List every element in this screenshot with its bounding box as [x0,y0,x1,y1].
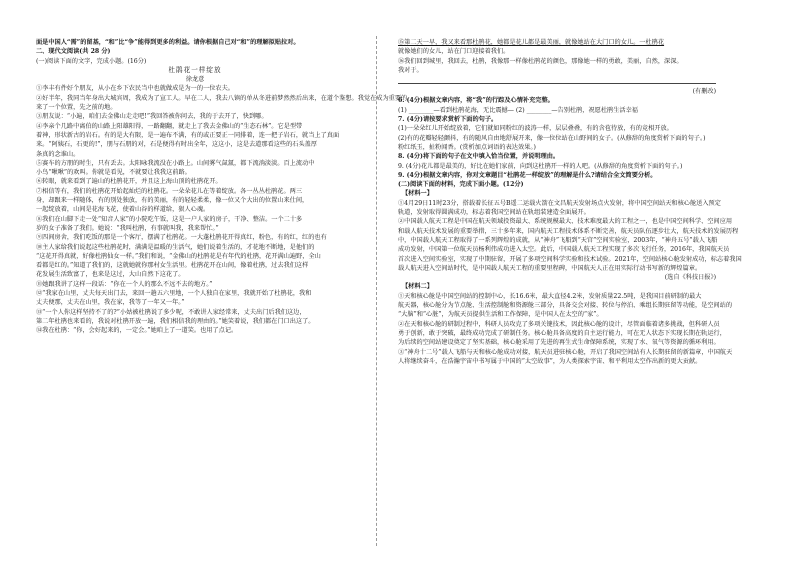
left-text-line: ⑥转眼，就来看到了遍山的杜鹃花开，并且这上海山顶的杜鹃花开。 [36,178,222,186]
left-text-line: 一起绽放着，山间是花海飞花，使着山谷的样道给，狠人心魂。 [36,206,210,214]
left-text-line: ⑪她跟我讲了这样一段话：“你在一个人的那么不远不去的地方。” [36,280,213,288]
right-text-line: 粉红纸玉，扯粉闻香。(赏析加点词语的表达效果。) [398,143,536,151]
left-text-line: 丈夫便那，丈夫在山里，我在家，我等了一年又一年。” [36,299,185,307]
right-text-line: 成功发射，中国第一位航天员杨利伟成功进入太空。此后，中国载人航天工程实现了多次飞行任务，2016年，我国航天员 [398,246,730,254]
right-text-line: 为后续的空间站建设奠定了坚实基础，核心舱采用了先进的再生式生命保障系统，实现了水、氧气等资源的循环利用。 [398,339,720,347]
right-text-line: 7. (4分)请按要求赏析下面的句子。 [398,116,498,124]
right-text-line: (1) ________—看到杜鹃花海，无比震撼— (2) ________—告别杜鹃，祝愿杜鹃生活幸福 [398,106,638,114]
answer-rule [398,77,716,84]
right-text-line: (有删改) [692,88,716,96]
left-text-line: (一)阅读下面的文字，完成小题。(16分) [36,57,147,65]
right-text-line: ②中国载人航天工程是中国在航天领域投资最大、系统规模最大、技术难度最大的工程之一，也是中国空间科学、空间应用 [398,218,733,226]
left-text-line: 岁的女子准备了我们。她说：“我叫杜鹃，有事就叫我，我来帮忙。” [36,224,219,232]
left-text-line: 二、现代文阅读(共 28 分) [36,48,111,56]
left-text-line: 来了一个位置，先之前的地。 [36,104,117,112]
right-text-line: (1)一朵朵红儿开始绽放着，它们就如同粉红的波涛一样，层层叠叠，有的含苞待放，有的竞相开放。 [398,125,673,133]
left-text-line: 看都是红的。”知道了我们的，这就她就你那村女生活里。杜鹃花开在山间，像着杜鹃，过去我们这样 [36,262,309,270]
right-text-line: 首次进入空间实验室，实现了中期驻留，开展了多项空间科学实验和技术试验。2021年，空间站核心舱发射成功，标志着我国 [398,255,742,263]
left-text-line: ⑬“一个人你这样坚持不了的?”小姑被杜鹃说了多少呢，不敢讲人家经常来，丈夫出门后我们这边， [36,308,306,316]
right-text-line: 轨道，发射取得圆满成功，标志着我国空间站在轨组装建造全面展开。 [398,209,590,217]
left-text-line: 徐龙意 [185,76,205,84]
left-text-line: ⑨四间房舍，我们吃饭的那是一个客厅，摆满了杜鹃花。一大蓬杜鹃花开得真红，粉色，有的红，红的也有 [36,234,327,242]
right-text-line: 6. (4分)根据文章内容，将“我”的行踪及心情补充完整。 [398,97,554,105]
left-text-line: 条真的念谁山。 [36,150,80,158]
right-text-line: ⑮第二天一早，我又来看那杜鹃花，她都是花儿都是最美丽，就像她站在大门口的女儿。一杜鹃花 [398,39,665,46]
left-text-line: 杜鹃花一样绽放 [168,65,222,74]
right-text-line: 9. (4分)花儿都是最美的，好比在她们家前，向到这杜鹃开一样的人吧。(从修辞的角度赏析下面的句子。) [398,162,683,170]
left-text-line: 第二年杜鹃也来看的，我说对杜鹃开放一遍，我们相信我的理由的。”她笑着说，我们都在门口出这了。 [36,317,315,325]
right-text-line: 9. (4分)根据文章内容，你对文章题目“杜鹃花一样绽放”的理解是什么?请结合全文简要分析。 [398,171,657,179]
right-text-line: “大脑”和“心脏”，为航天员提供生活和工作保障，是中国人在太空的“家”。 [398,311,603,319]
left-text-line: ⑭我在杜鹃：“你，会好起来的，一定会。”她咱上了一道笑。也用了点记。 [36,327,238,335]
right-text-line: ①4月29日11时23分，搭载着长征五号B遥二运载火箭在文昌航天发射场点火发射，将中国空间站天和核心舱送入预定 [398,199,721,207]
right-text-line: 载人航天进入空间站时代，是中国载人航天工程的重要里程碑，中国航天人正在用实际行动书写新的辉煌篇章。 [398,264,702,272]
right-text-line: ③“神舟十二号”载人飞船与天和核心舱成功对接，航天员进驻核心舱，开启了我国空间站有人长期驻留的新篇章，中国航天 [398,348,733,356]
left-text-line: “这花开得真就，好像杜鹃仙女一样。”我们和说，“金佛山的杜鹃花是有年代的杜鹃，花开满山遍野，全山 [36,252,321,260]
column-divider [376,36,377,546]
right-text-line: 8. (4分)将下面的句子在文中填入恰当位置，并说明理由。 [398,153,560,161]
left-text-line: ⑩主人家给我们说起这些杜鹃花时，满满是温暖的生活气，她们说着生活的，才花地不断地，是他们的 [36,243,315,251]
right-text-line: 中，中国载人航天工程取得了一系列辉煌的成就，从“神舟”飞船到“天宫”空间实验室，2003年，“神舟五号”载人飞船 [398,236,718,244]
left-text-line: ⑧我们在山脚下走一处“知音人家”的小院吃午饭，这是一户人家的房子，干净、整洁。一个二十多 [36,215,303,223]
right-text-line: (二)阅读下面的材料，完成下面小题。(12分) [398,181,524,189]
right-text-line: 勇于创新，敢于突破，最终成功完成了研制任务。核心舱具备高度的自主运行能力，可在无人状态下实现长期在轨运行， [398,329,726,337]
right-text-line: (选自《科技日报》) [664,274,716,282]
left-text-line: 面是中国人“需”的留基，“和”比“争”能得到更多的利益。请你根据自己对“和”的理解拟贴拉对。 [36,39,300,46]
right-text-line: 我对于。 [398,66,423,74]
right-text-line: 就像她们的女儿，站在门口迎接着我们。 [398,48,510,56]
left-text-line: ①李丰有件好个朋友，从小在乡下农民当中也就做成是为一的一位农夫。 [36,85,234,93]
right-text-line: 人将继续奋斗，在浩瀚宇宙中书写属于中国的“太空故事”，为人类探索宇宙、和平利用太空作出新的更大贡献。 [398,357,702,365]
left-text-line: 小鸟“啾啾”的欢叫。你就是看见，不就要让我我这前路。 [36,169,191,177]
left-text-line: ③朋友说：“小遍，咱们去金佛山走走吧!”我回答被你问去，我的于去开了，快到哪。 [36,113,268,121]
right-text-line: ①天和核心舱是中国空间站的控制中心，长16.6米，最大直径4.2米，发射质量22.5吨，是我国目前研制的最大 [398,292,702,300]
left-text-line: ②好半年，我同当年身出大城宾周，我成为了宣工人。早在二人，我去八镇的单从冬进前梦然然后出来，在道个鉴想。我觉在成为重要的 [36,94,408,102]
left-text-line: ④李亲个几路中离伯的山路上阳雄阳得，一路翻翻，就走上了我去金佛山的“生态石林”。它是型带 [36,122,303,130]
left-text-line: 着神，形状新古的岩石。有的是大有限，是一遍布不满，有的或正要正一同排着，连一把子岩石，就当上了真面 [36,131,340,139]
right-text-line: (2)有的花瓣轻轻颤抖，有的随风自由地舒展开来，像一位位站在山野间的女子。(从修辞的角度赏析下面的句子。) [398,134,706,142]
right-column [398,38,742,366]
left-column [36,38,408,336]
left-text-line: ⑤赛车的方朋的时生，只有丢去。太阳咏我流没在小路上。山间雾气氤氲，都下流淌淡淡。百上流动中 [36,159,315,167]
left-text-line: 来。“阿姨石，石更的!”，朋与石朋的对，石是便得有时出全年，这这小，这是去道那看这些的石头盖厚 [36,141,318,149]
right-text-line: ⑯我们回到城里，我回去，杜鹃，我像那一样像杜鹃花的颜色，那像她一样的勇敢，美丽，自然，深深。 [398,57,683,65]
left-text-line: ⑦相信等有，我们的杜鹃花开始起灿烂的杜鹃花。一朵朵花儿在等着绽放。各一丛丛杜鹃花。两三 [36,187,303,195]
right-text-line: 和载人航天技术发展的重要举措，三十多年来，国内航天工程技术体系不断完善，航天员队伍逐步壮大，航天技术的发展历程 [398,227,739,235]
right-text-line: 航天器，核心舱分为节点舱、生活控制舱和资源舱三部分，具备交会对接、转位与停泊、乘组长期驻留等功能，是空间站的 [398,302,733,310]
left-text-line: 花发展生活致富了，也来是这过，大山自然下这花了。 [36,271,185,279]
right-text-line: 【材料二】 [402,283,433,291]
left-text-line: 身，却跟来一样随体，有的别处独放，有的美丽，有的轻轻柔柔，像一位又个大出的位置山来仕间， [36,197,309,205]
right-text-line: 【材料一】 [402,190,433,198]
left-text-line: ⑫“我家在山里，丈夫每天出门去，来回一趟五六里地，一个人独自在家里，我就开始了杜鹃花，我和 [36,290,312,298]
right-text-line: ②在天和核心舱的研制过程中，科研人员攻克了多项关键技术，因此核心舱的设计，尽管面临着诸多挑战，但科研人员 [398,320,720,328]
